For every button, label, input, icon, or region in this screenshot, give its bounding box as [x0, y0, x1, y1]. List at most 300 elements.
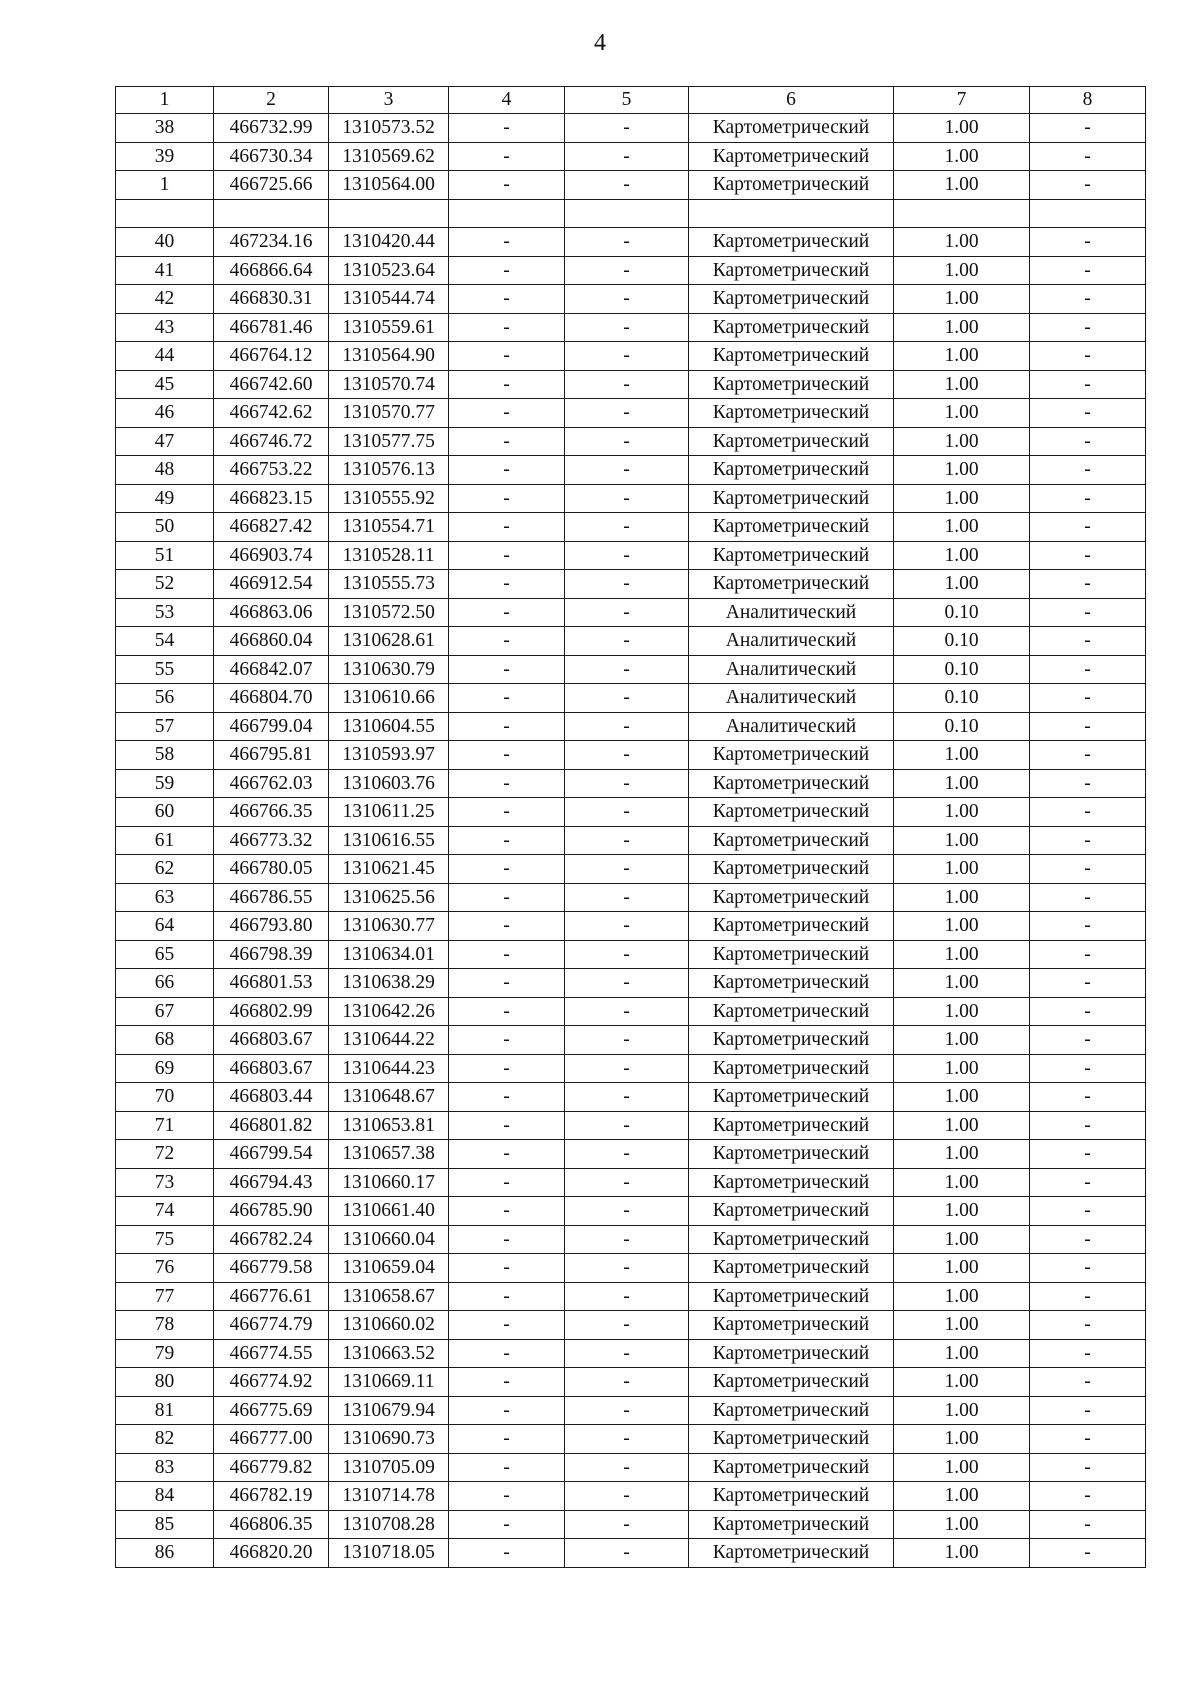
table-cell: Картометрический [689, 1453, 894, 1482]
table-row [116, 142, 1146, 171]
table-cell: 1310690.73 [329, 1425, 449, 1454]
table-cell [449, 199, 565, 228]
table-row [116, 1168, 1146, 1197]
table-row [116, 1453, 1146, 1482]
table-cell: 1.00 [894, 883, 1030, 912]
table-cell: - [1030, 171, 1146, 200]
table-cell: 1.00 [894, 1311, 1030, 1340]
table-cell: - [449, 598, 565, 627]
table-row [116, 798, 1146, 827]
table-cell: - [449, 712, 565, 741]
table-cell: 75 [116, 1225, 214, 1254]
table-cell: 1310630.79 [329, 655, 449, 684]
table-cell: - [1030, 427, 1146, 456]
table-cell: - [1030, 1140, 1146, 1169]
table-cell: 1310657.38 [329, 1140, 449, 1169]
table-cell: - [1030, 598, 1146, 627]
table-cell: - [449, 940, 565, 969]
column-header-2: 2 [214, 87, 329, 114]
table-cell: - [565, 1368, 689, 1397]
table-cell: 466742.62 [214, 399, 329, 428]
table-cell: Картометрический [689, 1140, 894, 1169]
table-cell: - [449, 1168, 565, 1197]
table-cell: Картометрический [689, 313, 894, 342]
table-row [116, 1254, 1146, 1283]
table-cell: - [1030, 1225, 1146, 1254]
table-cell: 1310630.77 [329, 912, 449, 941]
table-cell: - [1030, 1083, 1146, 1112]
table-cell: 1310714.78 [329, 1482, 449, 1511]
table-cell: - [565, 912, 689, 941]
table-cell: 58 [116, 741, 214, 770]
table-cell: - [565, 114, 689, 143]
table-cell: 50 [116, 513, 214, 542]
table-cell: - [565, 969, 689, 998]
table-cell: 43 [116, 313, 214, 342]
table-cell: - [1030, 1254, 1146, 1283]
table-cell: 1.00 [894, 370, 1030, 399]
table-cell: - [565, 142, 689, 171]
table-cell: - [565, 1140, 689, 1169]
table-cell: Картометрический [689, 969, 894, 998]
table-row [116, 1425, 1146, 1454]
table-cell: 466764.12 [214, 342, 329, 371]
table-cell: 1.00 [894, 826, 1030, 855]
table-row [116, 228, 1146, 257]
table-cell: 1.00 [894, 1083, 1030, 1112]
table-row [116, 627, 1146, 656]
table-cell: 466798.39 [214, 940, 329, 969]
table-row [116, 1083, 1146, 1112]
table-cell: - [449, 826, 565, 855]
table-cell: 40 [116, 228, 214, 257]
table-cell: - [449, 997, 565, 1026]
table-cell: - [565, 741, 689, 770]
table-cell [565, 199, 689, 228]
table-cell: 1310648.67 [329, 1083, 449, 1112]
table-cell: 1310718.05 [329, 1539, 449, 1568]
table-cell: - [1030, 513, 1146, 542]
table-cell: - [565, 712, 689, 741]
table-cell: 1.00 [894, 741, 1030, 770]
table-cell: 1.00 [894, 1482, 1030, 1511]
table-cell: 1.00 [894, 940, 1030, 969]
table-cell: - [449, 1140, 565, 1169]
table-cell: 466781.46 [214, 313, 329, 342]
table-cell: 63 [116, 883, 214, 912]
table-cell: - [565, 883, 689, 912]
table-cell: - [565, 855, 689, 884]
table-cell: 57 [116, 712, 214, 741]
table-cell: - [1030, 1197, 1146, 1226]
table-cell: - [449, 427, 565, 456]
table-cell: 1.00 [894, 912, 1030, 941]
table-cell: - [1030, 1168, 1146, 1197]
table-cell: 1310569.62 [329, 142, 449, 171]
table-cell: 1310659.04 [329, 1254, 449, 1283]
table-cell: - [1030, 1482, 1146, 1511]
table-cell: 52 [116, 570, 214, 599]
table-cell: - [449, 228, 565, 257]
table-cell: Картометрический [689, 1282, 894, 1311]
table-cell: - [449, 1111, 565, 1140]
table-cell: - [565, 1026, 689, 1055]
table-cell: - [449, 570, 565, 599]
table-cell: 466777.00 [214, 1425, 329, 1454]
table-cell: - [1030, 256, 1146, 285]
table-cell: 1310528.11 [329, 541, 449, 570]
table-row [116, 1311, 1146, 1340]
table-cell: 1310555.92 [329, 484, 449, 513]
table-row [116, 1396, 1146, 1425]
table-cell: - [449, 1282, 565, 1311]
table-cell: - [449, 541, 565, 570]
table-cell: 1.00 [894, 1140, 1030, 1169]
table-row [116, 769, 1146, 798]
table-cell: - [449, 912, 565, 941]
table-cell: - [1030, 313, 1146, 342]
table-row [116, 513, 1146, 542]
table-cell: 83 [116, 1453, 214, 1482]
table-row [116, 171, 1146, 200]
table-row [116, 1140, 1146, 1169]
table-cell: 466803.67 [214, 1054, 329, 1083]
table-cell: 62 [116, 855, 214, 884]
table-cell: Аналитический [689, 655, 894, 684]
table-cell: 467234.16 [214, 228, 329, 257]
table-cell: 1310420.44 [329, 228, 449, 257]
table-cell: - [565, 655, 689, 684]
table-cell: - [565, 627, 689, 656]
table-cell: - [1030, 399, 1146, 428]
table-cell: Картометрический [689, 1026, 894, 1055]
column-header-4: 4 [449, 87, 565, 114]
table-row [116, 1026, 1146, 1055]
table-cell: - [449, 969, 565, 998]
table-cell: 466766.35 [214, 798, 329, 827]
table-cell: 1.00 [894, 570, 1030, 599]
table-cell: 466776.61 [214, 1282, 329, 1311]
table-row [116, 427, 1146, 456]
table-row [116, 342, 1146, 371]
table-cell: Картометрический [689, 399, 894, 428]
table-cell: 466799.04 [214, 712, 329, 741]
table-cell: - [449, 1453, 565, 1482]
table-cell: 1310577.75 [329, 427, 449, 456]
table-cell: - [449, 741, 565, 770]
table-cell: - [565, 1054, 689, 1083]
table-cell: - [449, 627, 565, 656]
table-cell: - [1030, 627, 1146, 656]
table-cell: 1310544.74 [329, 285, 449, 314]
table-cell: - [1030, 1425, 1146, 1454]
table-cell: 1310705.09 [329, 1453, 449, 1482]
table-cell: 82 [116, 1425, 214, 1454]
table-cell: - [565, 427, 689, 456]
table-cell: Картометрический [689, 769, 894, 798]
table-cell: - [1030, 1453, 1146, 1482]
table-row [116, 1111, 1146, 1140]
table-cell: Картометрический [689, 1539, 894, 1568]
table-cell: 1 [116, 171, 214, 200]
table-cell: - [449, 256, 565, 285]
table-cell: 466794.43 [214, 1168, 329, 1197]
table-cell: Аналитический [689, 712, 894, 741]
table-cell: 1310611.25 [329, 798, 449, 827]
table-cell: - [1030, 769, 1146, 798]
table-cell: Картометрический [689, 513, 894, 542]
table-cell: - [449, 370, 565, 399]
table-row [116, 741, 1146, 770]
table-cell: - [1030, 684, 1146, 713]
table-row [116, 541, 1146, 570]
table-cell: 1310554.71 [329, 513, 449, 542]
table-cell: 64 [116, 912, 214, 941]
table-cell: 73 [116, 1168, 214, 1197]
table-row [116, 313, 1146, 342]
table-cell: 1310576.13 [329, 456, 449, 485]
table-cell: - [565, 1225, 689, 1254]
table-cell: - [565, 1510, 689, 1539]
table-cell: - [565, 940, 689, 969]
table-cell: 1.00 [894, 798, 1030, 827]
table-row [116, 1368, 1146, 1397]
table-cell: 466803.67 [214, 1026, 329, 1055]
table-cell: - [1030, 655, 1146, 684]
table-cell: - [1030, 883, 1146, 912]
table-cell: 1.00 [894, 342, 1030, 371]
table-cell: - [565, 1311, 689, 1340]
table-cell: 44 [116, 342, 214, 371]
table-cell: - [565, 1539, 689, 1568]
column-header-8: 8 [1030, 87, 1146, 114]
table-cell: Картометрический [689, 171, 894, 200]
table-cell: 466820.20 [214, 1539, 329, 1568]
table-cell: 45 [116, 370, 214, 399]
table-cell: 1.00 [894, 484, 1030, 513]
table-cell: 1310669.11 [329, 1368, 449, 1397]
table-body [116, 114, 1146, 1568]
table-cell: Картометрический [689, 912, 894, 941]
table-header [116, 87, 1146, 114]
table-cell: 466762.03 [214, 769, 329, 798]
table-cell [1030, 199, 1146, 228]
table-cell: 1.00 [894, 969, 1030, 998]
table-cell: - [1030, 285, 1146, 314]
table-cell: 466780.05 [214, 855, 329, 884]
table-cell [689, 199, 894, 228]
table-cell: 49 [116, 484, 214, 513]
table-cell: 1310663.52 [329, 1339, 449, 1368]
table-cell: Картометрический [689, 1225, 894, 1254]
table-row [116, 598, 1146, 627]
table-cell: 1310621.45 [329, 855, 449, 884]
table-cell: Картометрический [689, 1482, 894, 1511]
table-row [116, 684, 1146, 713]
table-cell: Картометрический [689, 1510, 894, 1539]
table-cell: 466774.55 [214, 1339, 329, 1368]
table-cell: - [449, 684, 565, 713]
table-cell [116, 199, 214, 228]
table-cell: 0.10 [894, 598, 1030, 627]
table-cell: - [565, 513, 689, 542]
table-cell: Картометрический [689, 285, 894, 314]
table-cell: - [449, 285, 565, 314]
table-cell: 466779.58 [214, 1254, 329, 1283]
table-cell: - [565, 1083, 689, 1112]
table-cell: Аналитический [689, 598, 894, 627]
table-cell: 1310564.00 [329, 171, 449, 200]
table-cell: 1.00 [894, 142, 1030, 171]
table-cell: 1310570.77 [329, 399, 449, 428]
table-cell: 1310628.61 [329, 627, 449, 656]
table-cell: 1.00 [894, 1225, 1030, 1254]
table-cell: - [449, 1539, 565, 1568]
table-cell: 466753.22 [214, 456, 329, 485]
table-row [116, 1510, 1146, 1539]
table-cell: Картометрический [689, 798, 894, 827]
table-cell: 1310564.90 [329, 342, 449, 371]
table-row [116, 285, 1146, 314]
table-cell: Картометрический [689, 114, 894, 143]
table-cell: 80 [116, 1368, 214, 1397]
table-cell: 1310616.55 [329, 826, 449, 855]
table-cell: - [1030, 370, 1146, 399]
table-cell: Картометрический [689, 997, 894, 1026]
table-cell: - [1030, 1339, 1146, 1368]
table-cell: 466786.55 [214, 883, 329, 912]
table-cell: 466779.82 [214, 1453, 329, 1482]
table-cell: - [449, 1026, 565, 1055]
table-cell: - [449, 1396, 565, 1425]
table-cell: 68 [116, 1026, 214, 1055]
table-cell: - [449, 1425, 565, 1454]
table-cell: - [449, 399, 565, 428]
table-row [116, 969, 1146, 998]
table-cell: 1310653.81 [329, 1111, 449, 1140]
table-cell: 1310604.55 [329, 712, 449, 741]
table-cell: - [1030, 798, 1146, 827]
table-cell: - [565, 570, 689, 599]
table-cell: 466866.64 [214, 256, 329, 285]
table-row [116, 570, 1146, 599]
table-cell: - [1030, 228, 1146, 257]
table-cell: 1.00 [894, 456, 1030, 485]
table-cell: Картометрический [689, 1111, 894, 1140]
table-cell: 466912.54 [214, 570, 329, 599]
table-cell: - [565, 313, 689, 342]
table-cell: - [1030, 570, 1146, 599]
table-cell [329, 199, 449, 228]
table-cell: 1.00 [894, 285, 1030, 314]
table-cell: - [565, 541, 689, 570]
table-cell: 1310679.94 [329, 1396, 449, 1425]
table-row [116, 855, 1146, 884]
table-cell: - [1030, 912, 1146, 941]
table-cell: - [449, 1339, 565, 1368]
table-cell: Картометрический [689, 456, 894, 485]
table-cell: 1310658.67 [329, 1282, 449, 1311]
table-cell: Картометрический [689, 741, 894, 770]
table-cell: 51 [116, 541, 214, 570]
header-row [116, 87, 1146, 114]
table-cell: 1.00 [894, 513, 1030, 542]
table-cell: - [1030, 142, 1146, 171]
table-cell: 466801.53 [214, 969, 329, 998]
table-cell: - [449, 1311, 565, 1340]
table-cell: 466730.34 [214, 142, 329, 171]
table-cell: 466746.72 [214, 427, 329, 456]
table-cell: 1310644.22 [329, 1026, 449, 1055]
table-cell: Картометрический [689, 427, 894, 456]
table-cell: - [1030, 712, 1146, 741]
table-cell: 466795.81 [214, 741, 329, 770]
table-cell: - [449, 513, 565, 542]
table-cell: 466804.70 [214, 684, 329, 713]
table-cell: - [449, 171, 565, 200]
table-cell: - [565, 228, 689, 257]
table-cell: 466793.80 [214, 912, 329, 941]
table-cell: 77 [116, 1282, 214, 1311]
table-cell: - [1030, 1282, 1146, 1311]
table-cell: 466830.31 [214, 285, 329, 314]
table-cell: 70 [116, 1083, 214, 1112]
table-cell: 0.10 [894, 655, 1030, 684]
table-cell: 1310603.76 [329, 769, 449, 798]
table-cell: 1310634.01 [329, 940, 449, 969]
table-cell: 1310660.17 [329, 1168, 449, 1197]
table-cell: - [449, 883, 565, 912]
table-cell: - [565, 1425, 689, 1454]
table-cell: 55 [116, 655, 214, 684]
table-cell: 1.00 [894, 1453, 1030, 1482]
table-cell: 466842.07 [214, 655, 329, 684]
table-cell: 78 [116, 1311, 214, 1340]
table-cell: 66 [116, 969, 214, 998]
table-cell: - [565, 1339, 689, 1368]
table-cell: - [1030, 1510, 1146, 1539]
table-cell: 1310661.40 [329, 1197, 449, 1226]
table-cell: 1310625.56 [329, 883, 449, 912]
table-cell: 1.00 [894, 997, 1030, 1026]
table-cell: 466799.54 [214, 1140, 329, 1169]
table-cell: 42 [116, 285, 214, 314]
table-row [116, 1539, 1146, 1568]
table-cell: 0.10 [894, 684, 1030, 713]
table-cell: 466785.90 [214, 1197, 329, 1226]
table-cell: 466732.99 [214, 114, 329, 143]
table-cell: 79 [116, 1339, 214, 1368]
table-cell: Картометрический [689, 826, 894, 855]
table-cell: 1.00 [894, 1510, 1030, 1539]
table-cell: - [449, 1510, 565, 1539]
table-cell: Картометрический [689, 570, 894, 599]
table-cell: 1310593.97 [329, 741, 449, 770]
table-cell: - [1030, 1539, 1146, 1568]
table-cell: 84 [116, 1482, 214, 1511]
table-cell: - [565, 484, 689, 513]
table-cell: 466774.92 [214, 1368, 329, 1397]
table-cell: - [449, 484, 565, 513]
table-cell: 0.10 [894, 712, 1030, 741]
table-cell: - [1030, 1026, 1146, 1055]
table-cell: 1.00 [894, 1054, 1030, 1083]
table-cell: 1310570.74 [329, 370, 449, 399]
table-cell: - [449, 769, 565, 798]
table-cell: 466823.15 [214, 484, 329, 513]
table-cell: Аналитический [689, 627, 894, 656]
table-cell: 69 [116, 1054, 214, 1083]
